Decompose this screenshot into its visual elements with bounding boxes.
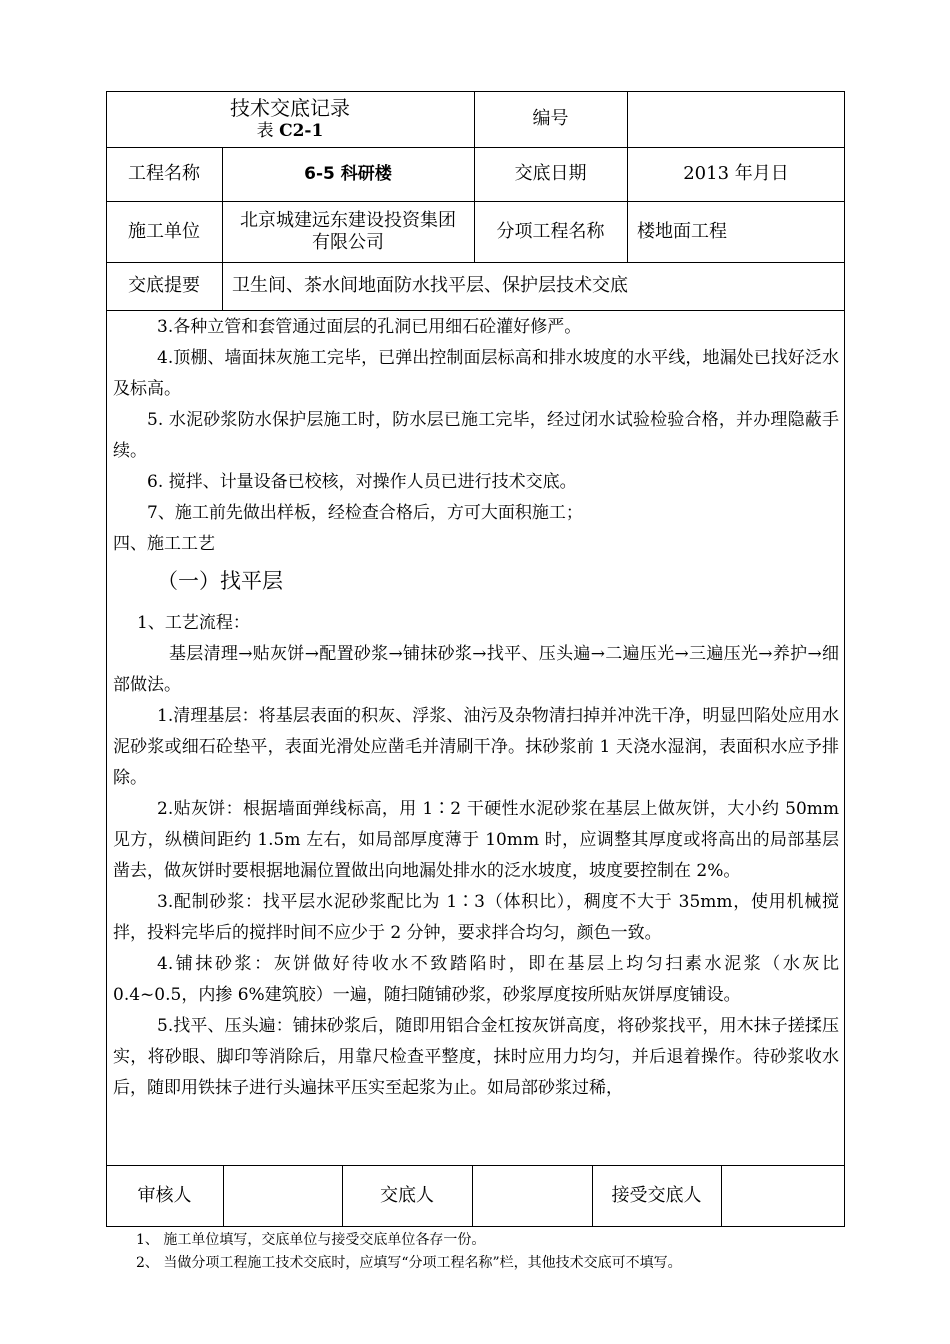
footnote-2: 2、 当做分项工程施工技术交底时，应填写“分项工程名称”栏，其他技术交底可不填写。 bbox=[136, 1255, 682, 1271]
form-code-value: C2-1 bbox=[279, 121, 324, 141]
step-4: 4.铺抹砂浆：灰饼做好待收水不致踏陷时，即在基层上均匀扫素水泥浆（水灰比 0.4~0.5，内掺 6%建筑胶）一遍，随扫随铺砂浆，砂浆厚度按所贴灰饼厚度铺设。 bbox=[113, 954, 839, 1005]
presenter-signature-field[interactable] bbox=[472, 1165, 592, 1227]
form-code-prefix: 表 bbox=[256, 121, 274, 141]
row-divider bbox=[106, 310, 845, 311]
date-label: 交底日期 bbox=[514, 163, 587, 184]
project-name-label: 工程名称 bbox=[128, 163, 200, 184]
process-flow-heading: 1、工艺流程： bbox=[137, 613, 250, 633]
prep-item-6: 6. 搅拌、计量设备已校核，对操作人员已进行技术交底。 bbox=[147, 472, 577, 492]
reviewer-label: 审核人 bbox=[137, 1185, 192, 1206]
disclosure-body bbox=[113, 312, 839, 1104]
prep-item-4: 4.顶棚、墙面抹灰施工完毕，已弹出控制面层标高和排水坡度的水平线，地漏处已找好泛水及标高。 bbox=[113, 348, 839, 399]
number-label: 编号 bbox=[532, 108, 569, 129]
number-value[interactable] bbox=[627, 91, 845, 147]
receiver-signature-field[interactable] bbox=[721, 1165, 845, 1227]
step-1: 1.清理基层：将基层表面的积灰、浮浆、油污及杂物清扫掉并冲洗干净，明显凹陷处应用水泥砂浆或细石砼垫平，表面光滑处应凿毛并清刷干净。抹砂浆前 1 天浇水湿润，表面积水应予排除。 bbox=[113, 706, 839, 788]
reviewer-signature-field[interactable] bbox=[223, 1165, 342, 1227]
contractor-value[interactable] bbox=[222, 201, 474, 262]
summary-label: 交底提要 bbox=[128, 275, 200, 296]
form-title-cell bbox=[106, 91, 474, 147]
contractor-line-2: 有限公司 bbox=[312, 231, 384, 253]
step-5: 5.找平、压头遍：铺抹砂浆后，随即用铝合金杠按灰饼高度，将砂浆找平，用木抹子搓揉压实，将砂眼、脚印等消除后，用靠尺检查平整度，抹时应用力均匀，并后退着操作。待砂浆收水后，随即用铁抹子进行头遍抹平压实至起浆为止。如局部砂浆过稀， bbox=[113, 1016, 839, 1098]
form-title: 技术交底记录 bbox=[230, 96, 350, 120]
step-3: 3.配制砂浆：找平层水泥砂浆配比为 1∶3（体积比），稠度不大于 35mm，使用机械搅拌，投料完毕后的搅拌时间不应少于 2 分钟，要求拌合均匀，颜色一致。 bbox=[113, 892, 839, 943]
footnote-1: 1、 施工单位填写，交底单位与接受交底单位各存一份。 bbox=[136, 1232, 486, 1248]
prep-item-7: 7、施工前先做出样板，经检查合格后，方可大面积施工； bbox=[147, 503, 583, 523]
contractor-label: 施工单位 bbox=[128, 220, 200, 242]
subsection-heading-1: （一）找平层 bbox=[157, 569, 283, 593]
process-flow: 基层清理→贴灰饼→配置砂浆→铺抹砂浆→找平、压头遍→二遍压光→三遍压光→养护→细部做法。 bbox=[113, 644, 839, 695]
date-value[interactable]: 2013 年月日 bbox=[683, 163, 789, 184]
receiver-label: 接受交底人 bbox=[611, 1185, 702, 1206]
summary-value[interactable]: 卫生间、茶水间地面防水找平层、保护层技术交底 bbox=[232, 275, 628, 296]
contractor-line-1: 北京城建远东建设投资集团 bbox=[240, 209, 456, 231]
footnotes bbox=[136, 1229, 682, 1275]
prep-item-5: 5. 水泥砂浆防水保护层施工时，防水层已施工完毕，经过闭水试验检验合格，并办理隐蔽手续。 bbox=[113, 410, 839, 461]
step-2: 2.贴灰饼：根据墙面弹线标高，用 1∶2 干硬性水泥砂浆在基层上做灰饼，大小约 50mm 见方，纵横间距约 1.5m 左右，如局部厚度薄于 10mm 时，应调整其厚度或将高出的局部基层凿去，做灰饼时要根据地漏位置做出向地漏处排水的泛水坡度，坡度要控制在 2%。 bbox=[113, 799, 839, 881]
section-heading-4: 四、施工工艺 bbox=[113, 534, 215, 554]
project-name-value[interactable]: 6-5 科研楼 bbox=[304, 164, 392, 184]
presenter-label: 交底人 bbox=[380, 1185, 434, 1206]
form-code bbox=[257, 120, 324, 142]
subproject-label: 分项工程名称 bbox=[496, 220, 605, 242]
prep-item-3: 3.各种立管和套管通过面层的孔洞已用细石砼灌好修严。 bbox=[157, 317, 582, 337]
subproject-value[interactable]: 楼地面工程 bbox=[637, 220, 727, 242]
